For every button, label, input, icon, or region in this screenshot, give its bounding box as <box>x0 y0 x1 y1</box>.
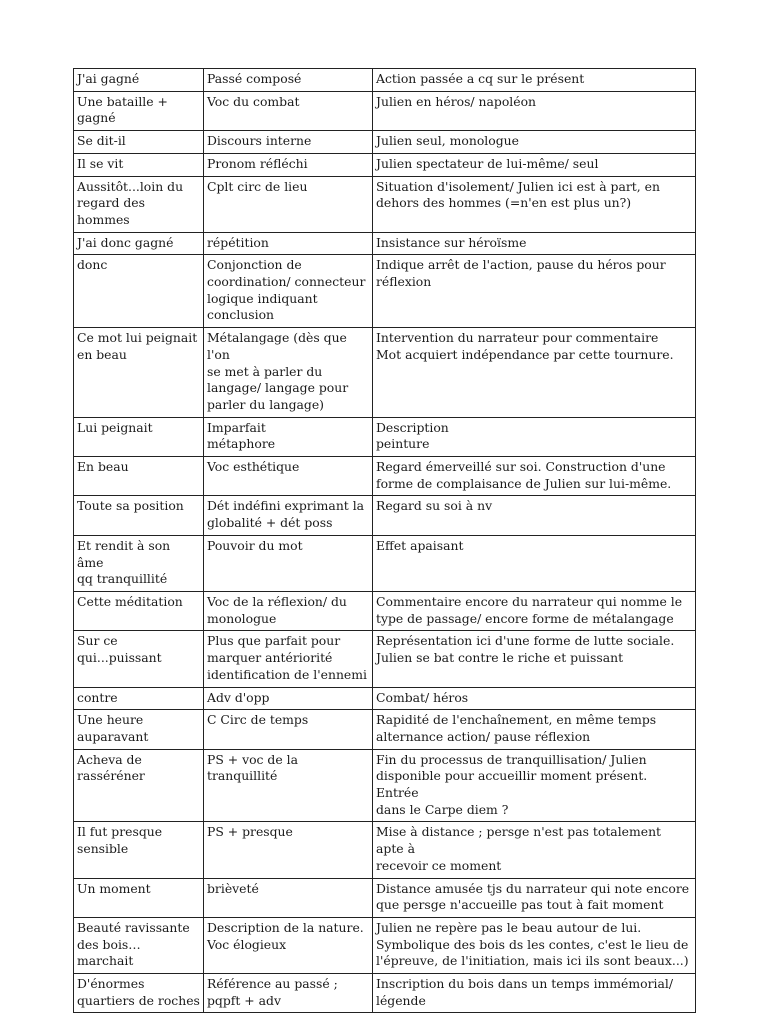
document-page <box>73 68 695 1013</box>
grammar-cell: Discours interne <box>204 131 373 154</box>
grammar-cell: PS + voc de la tranquillité <box>204 749 373 822</box>
grammar-cell: Cplt circ de lieu <box>204 176 373 232</box>
analysis-table <box>73 68 696 1013</box>
expression-cell: Il fut presque sensible <box>74 822 204 878</box>
expression-cell: donc <box>74 255 204 328</box>
table-row <box>74 91 696 130</box>
grammar-cell: brièveté <box>204 878 373 917</box>
interpretation-cell: Regard émerveillé sur soi. Construction d'une forme de complaisance de Julien sur lui-même. <box>373 457 696 496</box>
expression-cell: Toute sa position <box>74 496 204 535</box>
table-row <box>74 328 696 418</box>
table-row <box>74 822 696 878</box>
table-row <box>74 176 696 232</box>
grammar-cell: Métalangage (dès que l'on se met à parler du langage/ langage pour parler du langage) <box>204 328 373 418</box>
grammar-cell: C Circ de temps <box>204 710 373 749</box>
grammar-cell: Plus que parfait pour marquer antériorité identification de l'ennemi <box>204 631 373 687</box>
expression-cell: J'ai donc gagné <box>74 232 204 255</box>
expression-cell: Cette méditation <box>74 591 204 630</box>
interpretation-cell: Combat/ héros <box>373 687 696 710</box>
grammar-cell: Adv d'opp <box>204 687 373 710</box>
interpretation-cell: Julien ne repère pas le beau autour de lui. Symbolique des bois ds les contes, c'est le lieu de l'épreuve, de l'initiation, mais ici ils sont beaux...) <box>373 917 696 973</box>
grammar-cell: Imparfait métaphore <box>204 417 373 456</box>
table-row <box>74 496 696 535</box>
table-row <box>74 153 696 176</box>
interpretation-cell: Distance amusée tjs du narrateur qui note encore que persge n'accueille pas tout à fait moment <box>373 878 696 917</box>
table-row <box>74 878 696 917</box>
table-row <box>74 710 696 749</box>
expression-cell: Sur ce qui...puissant <box>74 631 204 687</box>
table-row <box>74 255 696 328</box>
expression-cell: Un moment <box>74 878 204 917</box>
grammar-cell: Passé composé <box>204 69 373 92</box>
expression-cell: D'énormes quartiers de roches <box>74 974 204 1013</box>
table-row <box>74 417 696 456</box>
interpretation-cell: Fin du processus de tranquillisation/ Julien disponible pour accueillir moment présent. Entrée dans le Carpe diem ? <box>373 749 696 822</box>
interpretation-cell: Regard su soi à nv <box>373 496 696 535</box>
interpretation-cell: Action passée a cq sur le présent <box>373 69 696 92</box>
interpretation-cell: Description peinture <box>373 417 696 456</box>
expression-cell: Se dit-il <box>74 131 204 154</box>
expression-cell: Beauté ravissante des bois… marchait <box>74 917 204 973</box>
table-row <box>74 232 696 255</box>
table-row <box>74 69 696 92</box>
interpretation-cell: Indique arrêt de l'action, pause du héros pour réflexion <box>373 255 696 328</box>
grammar-cell: Description de la nature. Voc élogieux <box>204 917 373 973</box>
interpretation-cell: Effet apaisant <box>373 535 696 591</box>
grammar-cell: Référence au passé ; pqpft + adv <box>204 974 373 1013</box>
interpretation-cell: Représentation ici d'une forme de lutte sociale. Julien se bat contre le riche et puissant <box>373 631 696 687</box>
grammar-cell: Dét indéfini exprimant la globalité + dét poss <box>204 496 373 535</box>
interpretation-cell: Commentaire encore du narrateur qui nomme le type de passage/ encore forme de métalangage <box>373 591 696 630</box>
expression-cell: Acheva de rasséréner <box>74 749 204 822</box>
expression-cell: Ce mot lui peignait en beau <box>74 328 204 418</box>
interpretation-cell: Julien spectateur de lui-même/ seul <box>373 153 696 176</box>
table-row <box>74 591 696 630</box>
expression-cell: Il se vit <box>74 153 204 176</box>
expression-cell: Une bataille + gagné <box>74 91 204 130</box>
interpretation-cell: Rapidité de l'enchaînement, en même temps alternance action/ pause réflexion <box>373 710 696 749</box>
table-row <box>74 131 696 154</box>
table-row <box>74 749 696 822</box>
interpretation-cell: Inscription du bois dans un temps immémorial/ légende <box>373 974 696 1013</box>
grammar-cell: Conjonction de coordination/ connecteur logique indiquant conclusion <box>204 255 373 328</box>
grammar-cell: répétition <box>204 232 373 255</box>
table-row <box>74 974 696 1013</box>
interpretation-cell: Insistance sur héroïsme <box>373 232 696 255</box>
grammar-cell: Pronom réfléchi <box>204 153 373 176</box>
expression-cell: contre <box>74 687 204 710</box>
expression-cell: Et rendit à son âme qq tranquillité <box>74 535 204 591</box>
grammar-cell: PS + presque <box>204 822 373 878</box>
interpretation-cell: Mise à distance ; persge n'est pas totalement apte à recevoir ce moment <box>373 822 696 878</box>
expression-cell: J'ai gagné <box>74 69 204 92</box>
interpretation-cell: Situation d'isolement/ Julien ici est à part, en dehors des hommes (=n'en est plus un?) <box>373 176 696 232</box>
analysis-table-body <box>74 69 696 1013</box>
table-row <box>74 687 696 710</box>
grammar-cell: Voc du combat <box>204 91 373 130</box>
interpretation-cell: Intervention du narrateur pour commentaire Mot acquiert indépendance par cette tournure. <box>373 328 696 418</box>
grammar-cell: Voc esthétique <box>204 457 373 496</box>
expression-cell: Lui peignait <box>74 417 204 456</box>
table-row <box>74 457 696 496</box>
table-row <box>74 917 696 973</box>
expression-cell: Une heure auparavant <box>74 710 204 749</box>
interpretation-cell: Julien seul, monologue <box>373 131 696 154</box>
interpretation-cell: Julien en héros/ napoléon <box>373 91 696 130</box>
grammar-cell: Pouvoir du mot <box>204 535 373 591</box>
table-row <box>74 631 696 687</box>
table-row <box>74 535 696 591</box>
expression-cell: En beau <box>74 457 204 496</box>
expression-cell: Aussitôt...loin du regard des hommes <box>74 176 204 232</box>
grammar-cell: Voc de la réflexion/ du monologue <box>204 591 373 630</box>
